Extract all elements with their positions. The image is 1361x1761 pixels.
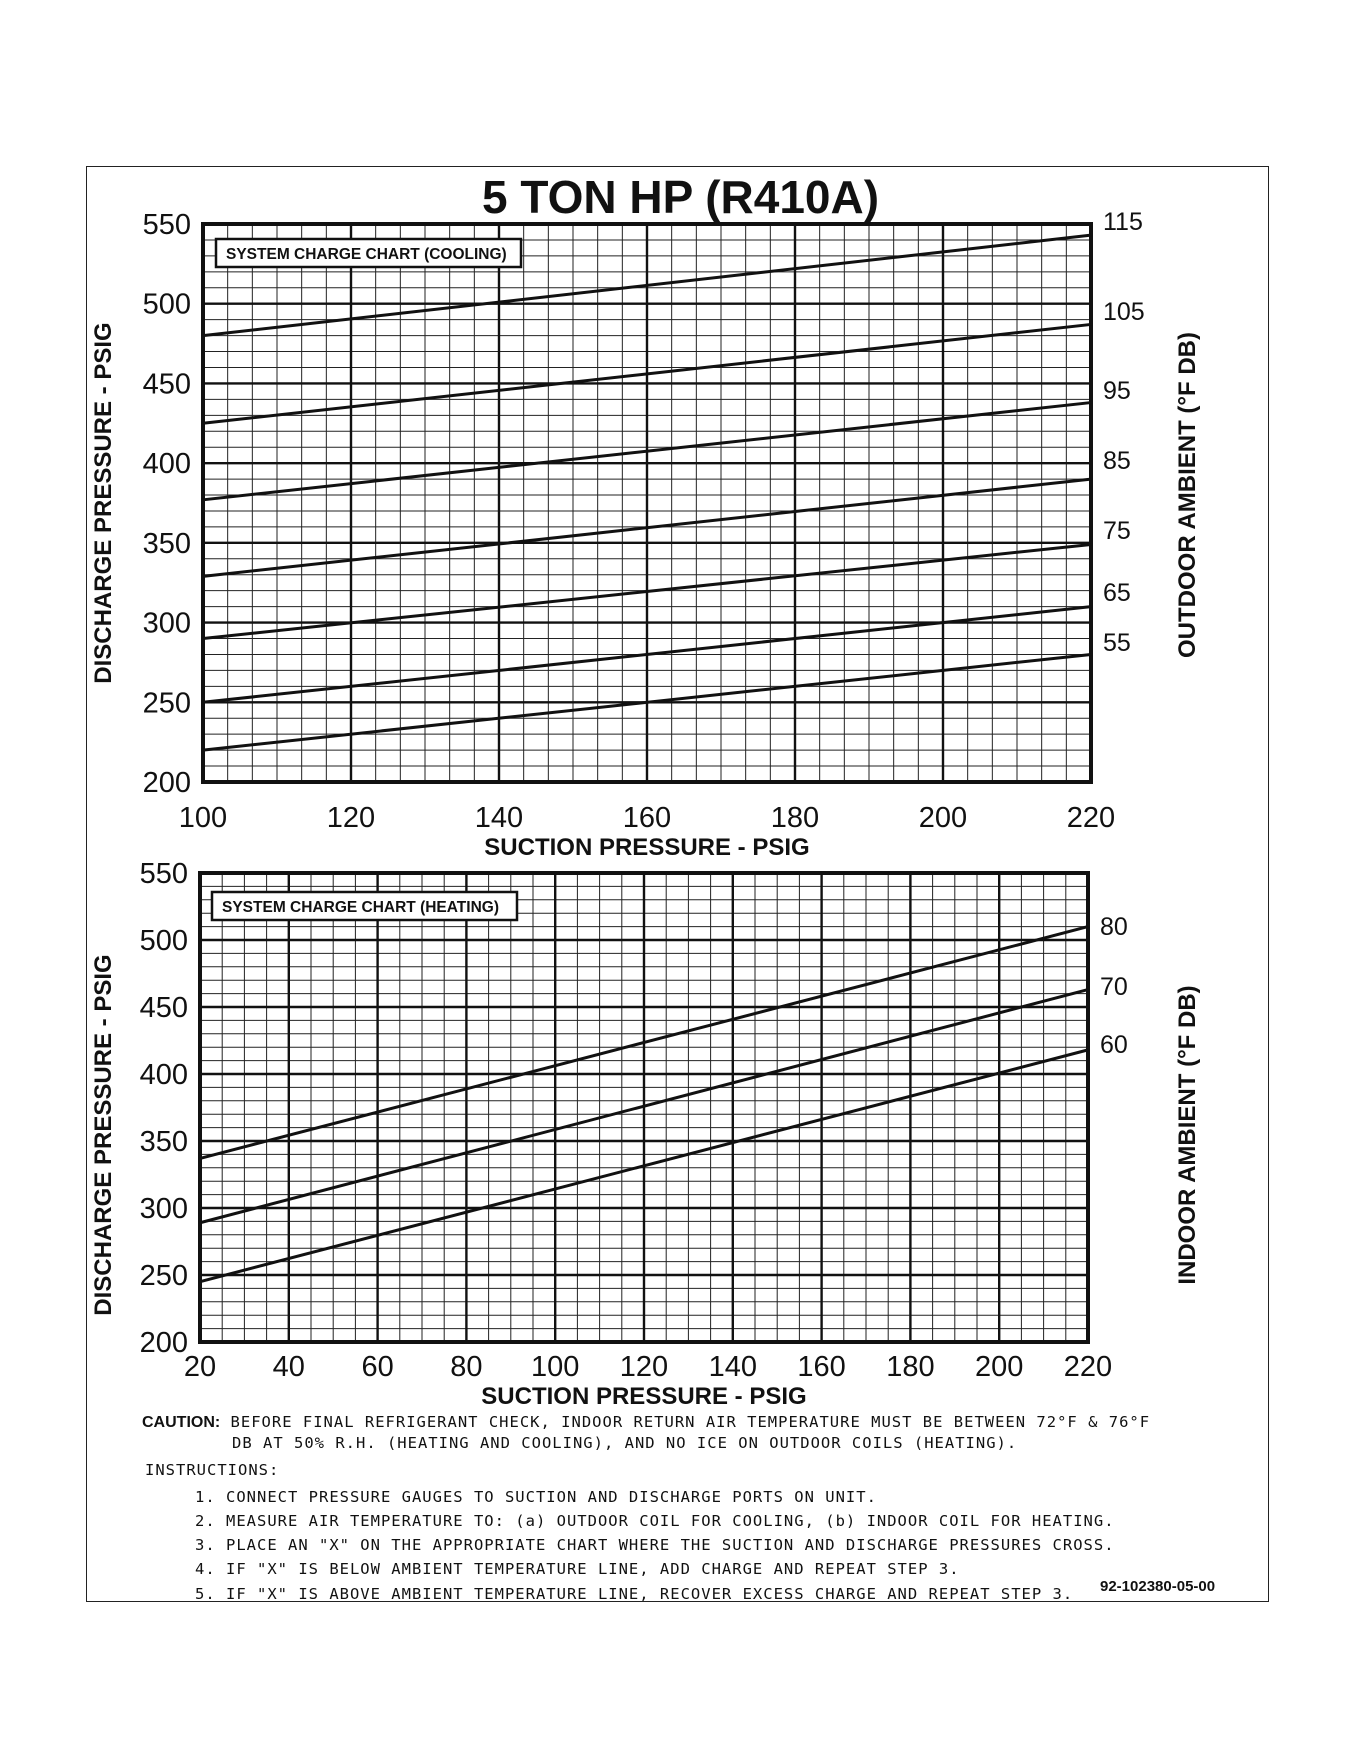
cooling-chart-title: SYSTEM CHARGE CHART (COOLING) — [226, 246, 507, 263]
heating-y-axis-label: DISCHARGE PRESSURE - PSIG — [90, 954, 117, 1316]
caution-text-1: BEFORE FINAL REFRIGERANT CHECK, INDOOR RETURN AIR TEMPERATURE MUST BE BETWEEN 72°F & 76°F — [220, 1413, 1151, 1431]
heating-series-label-70: 70 — [1100, 973, 1128, 1001]
instruction-step-5: 5. IF "X" IS ABOVE AMBIENT TEMPERATURE LINE, RECOVER EXCESS CHARGE AND REPEAT STEP 3. — [195, 1585, 1074, 1603]
cooling-y-tick-label: 350 — [142, 527, 191, 560]
instructions-title: INSTRUCTIONS: — [145, 1461, 280, 1479]
instruction-step-2: 2. MEASURE AIR TEMPERATURE TO: (a) OUTDOOR COIL FOR COOLING, (b) INDOOR COIL FOR HEATING. — [195, 1512, 1115, 1530]
cooling-series-label-65: 65 — [1103, 579, 1131, 607]
cooling-x-tick-label: 120 — [326, 802, 376, 834]
heating-y-tick-label: 500 — [139, 925, 188, 957]
cooling-y-tick-label: 250 — [142, 687, 191, 720]
caution-label: CAUTION: — [142, 1414, 221, 1431]
heating-x-tick-label: 180 — [886, 1351, 935, 1383]
cooling-x-tick-label: 200 — [918, 802, 968, 834]
heating-x-tick-label: 40 — [272, 1351, 305, 1383]
cooling-y2-axis-label: OUTDOOR AMBIENT (°F DB) — [1174, 331, 1201, 659]
heating-x-tick-label: 120 — [619, 1351, 669, 1383]
heating-chart-title: SYSTEM CHARGE CHART (HEATING) — [222, 899, 499, 916]
heating-x-tick-label: 100 — [531, 1351, 580, 1383]
heating-y-tick-label: 550 — [139, 858, 188, 890]
cooling-y-tick-label: 550 — [142, 209, 191, 241]
heating-y-tick-label: 400 — [139, 1059, 188, 1091]
heating-y-tick-label: 450 — [139, 992, 188, 1024]
cooling-x-tick-label: 140 — [474, 802, 524, 834]
document-number: 92-102380-05-00 — [1100, 1578, 1216, 1595]
cooling-x-axis-label: SUCTION PRESSURE - PSIG — [484, 834, 810, 861]
heating-x-tick-label: 140 — [708, 1351, 757, 1383]
cooling-series-label-75: 75 — [1103, 517, 1131, 545]
caution-text-2: DB AT 50% R.H. (HEATING AND COOLING), AND NO ICE ON OUTDOOR COILS (HEATING). — [232, 1434, 1018, 1452]
heating-x-tick-label: 60 — [361, 1351, 394, 1383]
heating-series-label-60: 60 — [1100, 1031, 1128, 1059]
cooling-x-tick-label: 160 — [622, 802, 672, 834]
cooling-y-tick-label: 200 — [142, 767, 191, 799]
heating-y2-axis-label: INDOOR AMBIENT (°F DB) — [1174, 985, 1201, 1285]
cooling-series-label-105: 105 — [1103, 298, 1145, 326]
heating-x-tick-label: 200 — [975, 1351, 1024, 1383]
heating-y-tick-label: 200 — [139, 1327, 188, 1359]
cooling-series-label-95: 95 — [1103, 377, 1131, 405]
heating-x-tick-label: 160 — [797, 1351, 846, 1383]
cooling-y-tick-label: 400 — [142, 448, 191, 481]
cooling-y-tick-label: 500 — [142, 288, 191, 321]
cooling-x-tick-label: 100 — [178, 802, 228, 834]
cooling-x-tick-label: 220 — [1066, 802, 1116, 834]
heating-y-tick-label: 300 — [139, 1193, 188, 1225]
heating-x-axis-label: SUCTION PRESSURE - PSIG — [481, 1383, 807, 1410]
cooling-series-label-115: 115 — [1103, 208, 1143, 236]
heating-y-tick-label: 350 — [139, 1126, 188, 1158]
instruction-step-4: 4. IF "X" IS BELOW AMBIENT TEMPERATURE LINE, ADD CHARGE AND REPEAT STEP 3. — [195, 1560, 960, 1578]
cooling-series-label-55: 55 — [1103, 629, 1131, 657]
heating-x-tick-label: 220 — [1063, 1351, 1113, 1383]
cooling-series-label-85: 85 — [1103, 447, 1131, 475]
heating-x-tick-label: 80 — [450, 1351, 483, 1383]
cooling-y-tick-label: 300 — [142, 607, 191, 640]
page-title: 5 TON HP (R410A) — [481, 171, 880, 223]
heating-series-label-80: 80 — [1100, 913, 1128, 941]
cooling-x-tick-label: 180 — [770, 802, 820, 834]
instruction-step-3: 3. PLACE AN "X" ON THE APPROPRIATE CHART WHERE THE SUCTION AND DISCHARGE PRESSURES CROSS. — [195, 1536, 1115, 1554]
caution-line-1 — [142, 1413, 1150, 1432]
cooling-y-axis-label: DISCHARGE PRESSURE - PSIG — [90, 322, 117, 684]
heating-y-tick-label: 250 — [139, 1260, 188, 1292]
heating-x-tick-label: 20 — [183, 1351, 217, 1383]
instruction-step-1: 1. CONNECT PRESSURE GAUGES TO SUCTION AND DISCHARGE PORTS ON UNIT. — [195, 1488, 877, 1506]
cooling-y-tick-label: 450 — [142, 368, 191, 401]
